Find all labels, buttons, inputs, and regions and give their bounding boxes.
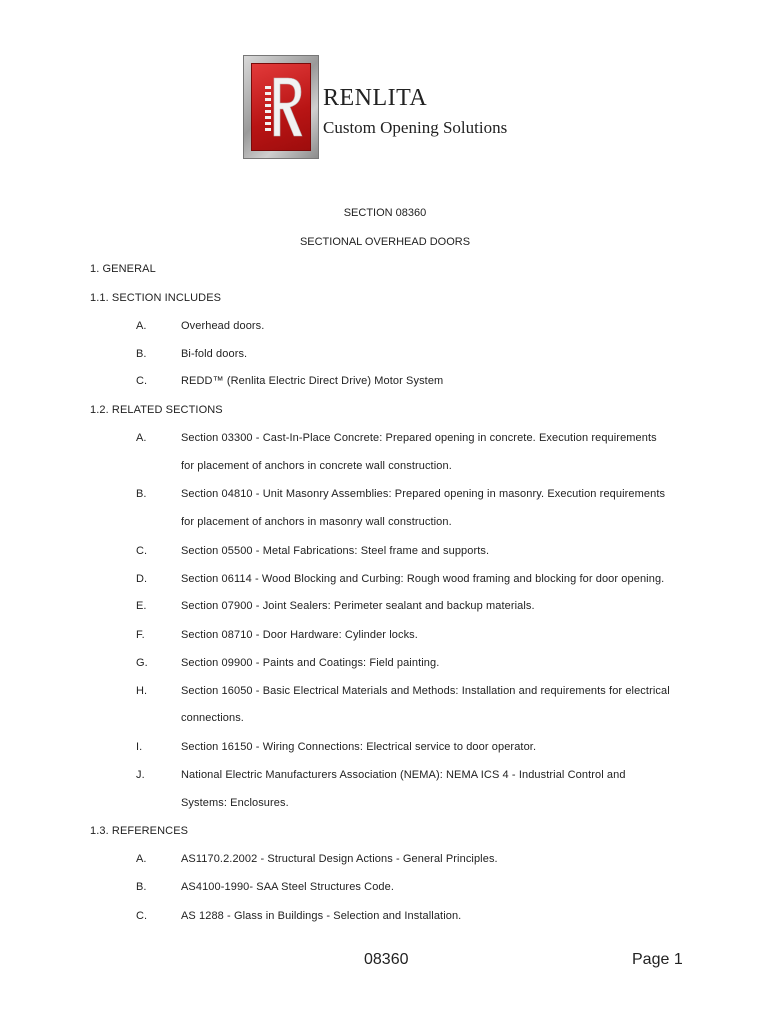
list-item: AS1170.2.2002 - Structural Design Actions - General Principles.: [181, 853, 498, 865]
section-includes-heading: 1.1. SECTION INCLUDES: [90, 292, 222, 304]
list-letter: C.: [136, 910, 148, 922]
list-item-continued: for placement of anchors in concrete wall construction.: [181, 460, 452, 472]
section-title: SECTION 08360: [343, 207, 427, 219]
list-item: Section 09900 - Paints and Coatings: Field painting.: [181, 657, 440, 669]
footer-page-number: Page 1: [632, 951, 683, 968]
list-item: Section 03300 - Cast-In-Place Concrete: Prepared opening in concrete. Execution requirements: [181, 432, 657, 444]
list-item: REDD™ (Renlita Electric Direct Drive) Motor System: [181, 375, 444, 387]
list-item: Section 06114 - Wood Blocking and Curbing: Rough wood framing and blocking for door opening.: [181, 573, 665, 585]
related-sections-heading: 1.2. RELATED SECTIONS: [90, 404, 223, 416]
list-item: Section 05500 - Metal Fabrications: Steel frame and supports.: [181, 545, 490, 557]
list-letter: G.: [136, 657, 148, 669]
renlita-logo: [243, 55, 533, 161]
list-item: Section 16150 - Wiring Connections: Electrical service to door operator.: [181, 741, 537, 753]
list-item-continued: Systems: Enclosures.: [181, 797, 289, 809]
list-letter: I.: [136, 741, 143, 753]
references-heading: 1.3. REFERENCES: [90, 825, 189, 837]
general-heading: 1. GENERAL: [90, 263, 156, 275]
list-item-continued: connections.: [181, 712, 244, 724]
list-item: AS 1288 - Glass in Buildings - Selection and Installation.: [181, 910, 462, 922]
logo-r-icon: [252, 64, 310, 150]
list-letter: A.: [136, 320, 147, 332]
list-letter: H.: [136, 685, 148, 697]
list-item: Bi-fold doors.: [181, 348, 248, 360]
list-letter: E.: [136, 600, 147, 612]
list-letter: B.: [136, 348, 147, 360]
logo-frame: [243, 55, 319, 159]
list-item: Overhead doors.: [181, 320, 265, 332]
brand-tagline: Custom Opening Solutions: [323, 118, 508, 137]
list-letter: F.: [136, 629, 145, 641]
footer-section-code: 08360: [364, 951, 409, 968]
list-item: Section 08710 - Door Hardware: Cylinder locks.: [181, 629, 418, 641]
list-item: National Electric Manufacturers Association (NEMA): NEMA ICS 4 - Industrial Control and: [181, 769, 626, 781]
list-item: Section 07900 - Joint Sealers: Perimeter sealant and backup materials.: [181, 600, 535, 612]
logo-r-emblem: [251, 63, 311, 151]
list-letter: C.: [136, 375, 148, 387]
list-item-continued: for placement of anchors in masonry wall construction.: [181, 516, 452, 528]
list-item: AS4100-1990- SAA Steel Structures Code.: [181, 881, 395, 893]
list-letter: J.: [136, 769, 145, 781]
list-letter: A.: [136, 853, 147, 865]
list-letter: B.: [136, 488, 147, 500]
section-subtitle: SECTIONAL OVERHEAD DOORS: [299, 236, 471, 248]
list-letter: D.: [136, 573, 148, 585]
list-item: Section 16050 - Basic Electrical Materials and Methods: Installation and requirements for electrical: [181, 685, 670, 697]
list-letter: B.: [136, 881, 147, 893]
brand-name: RENLITA: [323, 85, 428, 111]
list-letter: C.: [136, 545, 148, 557]
list-letter: A.: [136, 432, 147, 444]
list-item: Section 04810 - Unit Masonry Assemblies: Prepared opening in masonry. Execution requirements: [181, 488, 666, 500]
